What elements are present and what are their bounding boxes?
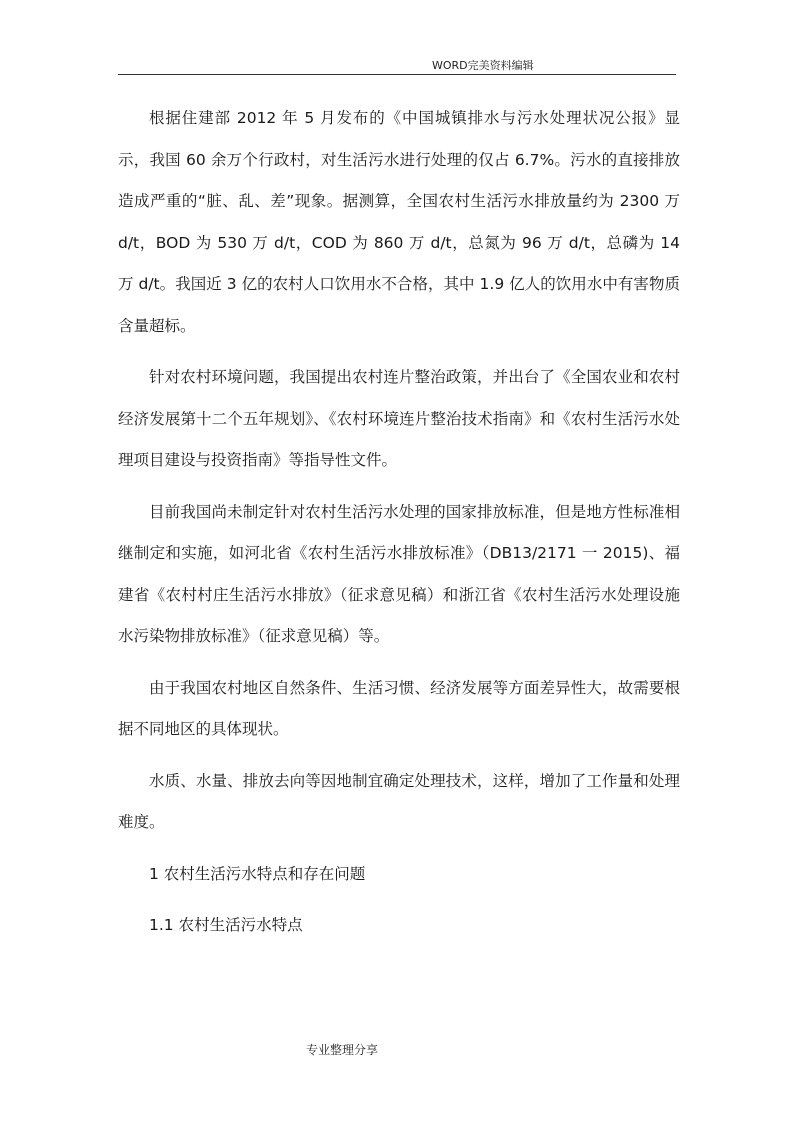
paragraph-2: 针对农村环境问题，我国提出农村连片整治政策，并出台了《全国农业和农村经济发展第十二个五年规划》、《农村环境连片整治技术指南》和《农村生活污水处理项目建设与投资指南》等指导性文件。: [118, 368, 680, 469]
paragraph-4: 由于我国农村地区自然条件、生活习惯、经济发展等方面差异性大，故需要根据不同地区的具体现状。: [118, 678, 680, 738]
paragraph-3: 目前我国尚未制定针对农村生活污水处理的国家排放标准，但是地方性标准相继制定和实施，如河北省《农村生活污水排放标准》（DB13/2171 一 2015)、福建省《农村村庄生活污水排放》（征求意见稿）和浙江省《农村生活污水处理设施水污染物排放标准》（征求意见稿）等。: [118, 502, 680, 645]
paragraph-5: 水质、水量、排放去向等因地制宜确定处理技术，这样，增加了工作量和处理难度。: [118, 771, 680, 831]
page-footer: 专业整理分享: [306, 1043, 379, 1057]
paragraph-1: 根据住建部 2012 年 5 月发布的《中国城镇排水与污水处理状况公报》显示，我国 60 余万个行政村，对生活污水进行处理的仅占 6.7%。污水的直接排放造成严重的“脏、乱、差”现象。据测算，全国农村生活污水排放量约为 2300 万 d/t，BOD 为 530 万 d/t，COD 为 860 万 d/t，总氮为 96 万 d/t，总磷为 14 万 d/t。我国近 3 亿的农村人口饮用水不合格，其中 1.9 亿人的饮用水中有害物质含量超标。: [118, 109, 680, 335]
document-body: [118, 98, 680, 957]
page-header: WORD完美资料编辑: [432, 59, 534, 72]
header-divider: [118, 74, 676, 75]
section-heading-1-1: 1.1 农村生活污水特点: [149, 916, 303, 934]
section-heading-1: 1 农村生活污水特点和存在问题: [149, 864, 366, 883]
